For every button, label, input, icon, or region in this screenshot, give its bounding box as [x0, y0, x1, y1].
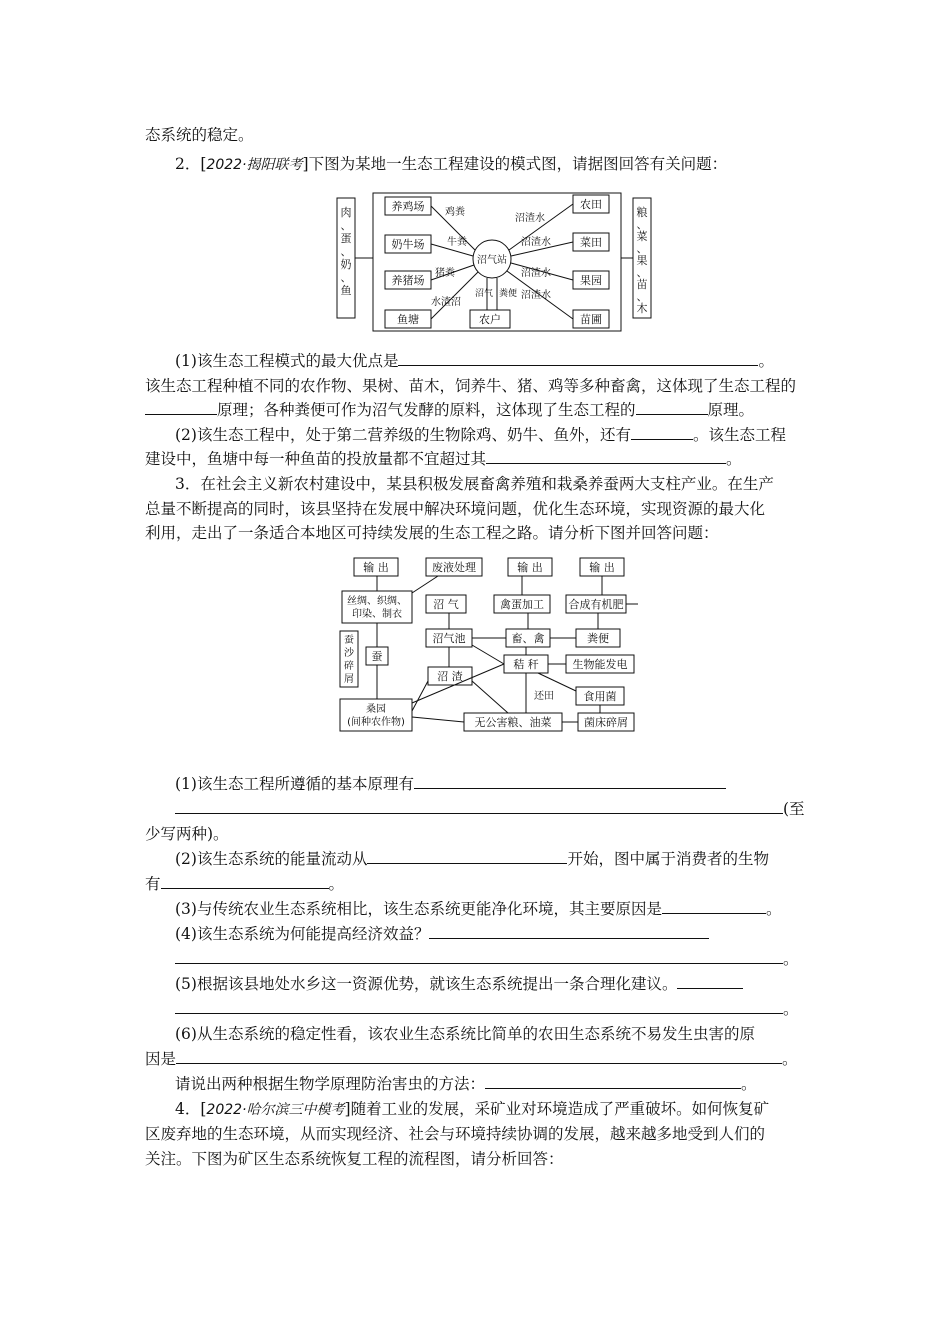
box-residue: 蚕沙碎屑 [344, 635, 354, 685]
question-4-line2: 区废弃地的生态环境，从而实现经济、社会与环境持续协调的发展，越来越多地受到人们的 [145, 1125, 766, 1143]
answer-blank[interactable] [636, 398, 708, 415]
label-dregs-water-4: 沼渣水 [521, 290, 551, 301]
box-chicken-label: 养鸡场 [391, 200, 425, 213]
box-silk-industry: 丝绸、织绸、印染、制衣 [347, 596, 407, 620]
q2-part2-line1: (2)该生态工程中，处于第二营养级的生物除鸡、奶牛、鱼外，还有 。该生态工程 [175, 423, 786, 447]
answer-blank[interactable] [677, 972, 743, 989]
box-fishpond-label: 鱼塘 [397, 313, 419, 326]
box-output-3: 输 出 [589, 561, 615, 574]
box-farmland-label: 农田 [580, 198, 602, 211]
box-manure: 粪便 [587, 632, 609, 645]
question-3-line3: 利用，走出了一条适合本地区可持续发展的生态工程之路。请分析下图并回答问题： [145, 524, 719, 542]
q2-part1-line3: 原理；各种粪便可作为沼气发酵的原料，这体现了生态工程的 原理。 [145, 398, 754, 422]
label-dregs-water-1: 沼渣水 [515, 213, 545, 224]
answer-blank[interactable] [367, 847, 567, 864]
q3-part5-line1: (5)根据该县地处水乡这一资源优势，就该生态系统提出一条合理化建议。 [175, 972, 743, 996]
figure-ecology-model [335, 183, 660, 335]
answer-blank[interactable] [176, 1047, 782, 1064]
label-dregs-water-left: 水渣沼 [431, 297, 461, 308]
box-output-2: 输 出 [517, 561, 543, 574]
box-nursery-label: 苗圃 [580, 313, 602, 326]
left-column-label: 肉、蛋、奶、鱼 [340, 206, 352, 297]
answer-blank[interactable] [631, 423, 693, 440]
box-silkworm: 蚕 [371, 650, 383, 663]
q3-part6-line1: (6)从生态系统的稳定性看，该农业生态系统比简单的农田生态系统不易发生虫害的原 [175, 1025, 755, 1043]
answer-blank[interactable] [161, 872, 329, 889]
q3-part6-line2: 因是 。 [145, 1047, 798, 1071]
right-column-label: 粮、菜、果、苗、木 [636, 206, 648, 315]
label-feces: 粪便 [499, 289, 518, 299]
box-waste-treatment: 废液处理 [432, 561, 476, 574]
box-pig-label: 养猪场 [391, 274, 425, 287]
answer-blank[interactable] [175, 797, 783, 814]
q3-part2-line1: (2)该生态系统的能量流动从 开始，图中属于消费者的生物 [175, 847, 769, 871]
box-dairy-label: 奶牛场 [391, 238, 425, 251]
label-pig-manure: 猪粪 [435, 268, 455, 279]
answer-blank[interactable] [414, 772, 726, 789]
answer-blank[interactable] [485, 1072, 741, 1089]
box-grain-rape: 无公害粮、油菜 [474, 716, 552, 729]
q3-part1-line2: (至 [175, 797, 805, 821]
box-straw: 秸 秆 [513, 658, 539, 671]
q2-part1-line1: (1)该生态工程模式的最大优点是 。 [175, 349, 774, 373]
box-biogas: 沼 气 [433, 598, 459, 611]
box-mushroom-bed: 菌床碎屑 [584, 716, 628, 729]
q3-part1-line1: (1)该生态工程所遵循的基本原理有 [175, 772, 726, 796]
box-bio-power: 生物能发电 [572, 658, 628, 671]
box-mulberry: 桑园(间种农作物) [347, 704, 405, 728]
label-dregs-water-2: 沼渣水 [521, 237, 551, 248]
answer-blank[interactable] [486, 447, 726, 464]
answer-blank[interactable] [175, 947, 783, 964]
box-organic-fertilizer: 合成有机肥 [568, 598, 624, 611]
question-3-line1: 3．在社会主义新农村建设中，某县积极发展畜禽养殖和栽桑养蚕两大支柱产业。在生产 [175, 475, 774, 493]
answer-blank[interactable] [175, 997, 783, 1014]
box-dregs: 沼 渣 [437, 670, 463, 683]
box-mushroom: 食用菌 [583, 690, 617, 703]
q3-part6-line3: 请说出两种根据生物学原理防治害虫的方法： 。 [175, 1072, 757, 1096]
answer-blank[interactable] [145, 398, 217, 415]
box-vegfield-label: 菜田 [580, 236, 602, 249]
question-4-line1: 4．[2022·哈尔滨三中模考]随着工业的发展，采矿业对环境造成了严重破坏。如何恢复矿 [175, 1100, 770, 1118]
source-tag: 2022·揭阳联考 [206, 157, 303, 173]
label-chicken-manure: 鸡粪 [445, 207, 465, 218]
q3-part2-line2: 有 。 [145, 872, 344, 896]
text-line: 态系统的稳定。 [145, 126, 254, 144]
label-return-field: 还田 [534, 691, 554, 702]
box-livestock: 畜、禽 [511, 632, 545, 645]
source-tag: 2022·哈尔滨三中模考 [206, 1102, 345, 1118]
label-biogas: 沼气 [475, 289, 494, 299]
answer-blank[interactable] [398, 349, 758, 366]
question-4-line3: 关注。下图为矿区生态系统恢复工程的流程图，请分析回答： [145, 1150, 564, 1168]
q2-part2-line2: 建设中，鱼塘中每一种鱼苗的投放量都不宜超过其 。 [145, 447, 742, 471]
box-output-1: 输 出 [363, 561, 389, 574]
biogas-station-label: 沼气站 [477, 255, 507, 266]
answer-blank[interactable] [662, 897, 766, 914]
answer-blank[interactable] [429, 922, 709, 939]
box-household-label: 农户 [479, 313, 501, 326]
q2-part1-line2: 该生态工程种植不同的农作物、果树、苗木，饲养牛、猪、鸡等多种畜禽，这体现了生态工程的 [145, 377, 797, 395]
q3-part3: (3)与传统农业生态系统相比，该生态系统更能净化环境，其主要原因是 。 [175, 897, 781, 921]
box-orchard-label: 果园 [580, 274, 602, 287]
question-2-title: 2．[2022·揭阳联考]下图为某地一生态工程建设的模式图，请据图回答有关问题： [175, 155, 728, 173]
q3-part4-line2: 。 [175, 947, 799, 971]
question-3-line2: 总量不断提高的同时，该县坚持在发展中解决环境问题，优化生态环境，实现资源的最大化 [145, 500, 766, 518]
box-biogas-pool: 沼气池 [432, 632, 466, 645]
label-cow-manure: 牛粪 [447, 237, 467, 248]
box-egg-processing: 禽蛋加工 [500, 598, 544, 611]
label-dregs-water-3: 沼渣水 [521, 268, 551, 279]
q3-part5-line2: 。 [175, 997, 799, 1021]
q3-part1-line3: 少写两种)。 [145, 825, 229, 843]
q3-part4-line1: (4)该生态系统为何能提高经济效益？ [175, 922, 709, 946]
figure-county-ecology [338, 553, 638, 740]
